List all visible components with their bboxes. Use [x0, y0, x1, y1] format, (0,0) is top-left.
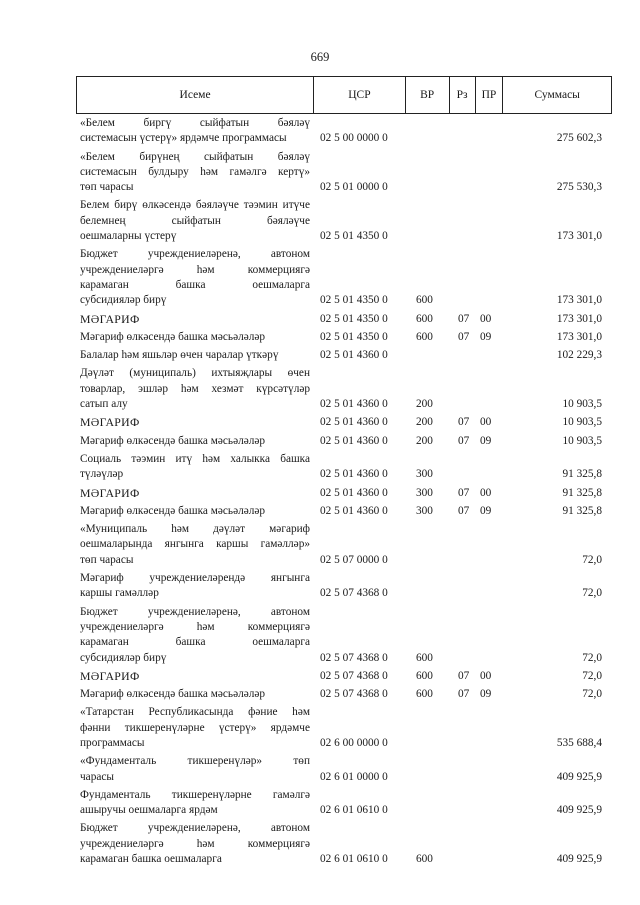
header-pr: ПР	[475, 77, 503, 113]
row-pr: 09	[480, 688, 492, 701]
header-vr: ВР	[405, 77, 449, 113]
table-row	[80, 198, 610, 244]
table-row	[80, 754, 610, 785]
row-name-line: МӘГАРИФ	[80, 311, 140, 326]
row-name-line: Бюджет учреждениеләренә, автоном	[80, 605, 310, 618]
row-rz: 07	[458, 486, 470, 499]
row-sum: 173 301,0	[556, 312, 602, 325]
row-name-line: учреждениеләргә һәм коммерциягә	[80, 620, 310, 633]
row-name-line: Мәгариф учреждениеләрендә янгынга	[80, 572, 310, 585]
row-sum: 72,0	[582, 688, 602, 701]
row-rz: 07	[458, 504, 470, 517]
row-name-line: Белем бирү өлкәсендә бәяләүче тәэмин итүче	[80, 199, 310, 212]
row-vr: 600	[416, 651, 433, 664]
row-name	[80, 415, 310, 430]
table-row	[80, 452, 610, 483]
header-rz: Рз	[449, 77, 475, 113]
row-name-line: товарлар, эшләр һәм хезмәт күрсәтүләр	[80, 382, 310, 395]
row-pr: 00	[480, 486, 492, 499]
row-name-line: Мәгариф өлкәсендә башка мәсьәләләр	[80, 688, 266, 701]
table-row	[80, 150, 610, 196]
row-name-line: «Фундаменталь тикшеренүләр» төп	[80, 755, 310, 768]
row-sum: 409 925,9	[556, 770, 602, 783]
row-sum: 173 301,0	[556, 294, 602, 307]
table-row	[80, 705, 610, 751]
row-csr: 02 5 00 0000 0	[320, 132, 388, 145]
row-name	[80, 605, 310, 666]
header-csr: ЦСР	[313, 77, 405, 113]
row-name-line: системасын булдыру һәм гамәлгә кертү»	[80, 165, 310, 178]
row-pr: 00	[480, 312, 492, 325]
row-sum: 91 325,8	[562, 504, 602, 517]
row-name-line: оешмаларны үстерү	[80, 230, 177, 243]
row-vr: 200	[416, 416, 433, 429]
row-name-line: МӘГАРИФ	[80, 485, 140, 500]
row-name-line: Социаль тәэмин итү һәм халыкка башка	[80, 452, 310, 465]
row-name-line: Балалар һәм яшьләр өчен чаралар үткәрү	[80, 349, 279, 362]
row-name-line: ашыручы оешмаларга ярдәм	[80, 804, 218, 817]
row-csr: 02 5 07 4368 0	[320, 688, 388, 701]
row-name-line: «Муниципаль һәм дәүләт мәгариф	[80, 523, 310, 536]
table-row	[80, 669, 610, 684]
row-name	[80, 312, 310, 327]
row-csr: 02 5 07 4368 0	[320, 669, 388, 682]
row-name-line: төп чарасы	[80, 181, 134, 194]
row-name-line: түләүләр	[80, 468, 124, 481]
row-sum: 72,0	[582, 669, 602, 682]
row-name-line: Мәгариф өлкәсендә башка мәсьәләләр	[80, 434, 266, 447]
row-name	[80, 705, 310, 751]
table-body	[80, 116, 610, 870]
row-name-line: «Белем биргү сыйфатын бәяләү	[80, 117, 310, 129]
row-vr: 600	[416, 312, 433, 325]
row-name	[80, 434, 310, 449]
table-row	[80, 330, 610, 345]
row-name-line: оешмаларында янгынга каршы гамәлләр»	[80, 538, 310, 551]
row-name-line: Дәүләт (муниципаль) ихтыяҗлары өчен	[80, 367, 310, 380]
row-csr: 02 6 01 0610 0	[320, 853, 388, 866]
row-name-line: Мәгариф өлкәсендә башка мәсьәләләр	[80, 330, 266, 343]
row-pr: 00	[480, 416, 492, 429]
table-row	[80, 415, 610, 430]
row-sum: 10 903,5	[562, 398, 602, 411]
row-name	[80, 788, 310, 819]
row-vr: 600	[416, 294, 433, 307]
row-vr: 600	[416, 669, 433, 682]
row-csr: 02 5 01 0000 0	[320, 181, 388, 194]
table-row	[80, 571, 610, 602]
row-name	[80, 247, 310, 308]
row-pr: 00	[480, 669, 492, 682]
row-name-line: МӘГАРИФ	[80, 415, 140, 430]
row-csr: 02 5 01 4350 0	[320, 312, 388, 325]
row-name-line: каршы гамәлләр	[80, 587, 159, 600]
row-sum: 102 229,3	[556, 349, 602, 362]
row-csr: 02 5 01 4360 0	[320, 468, 388, 481]
table-row	[80, 687, 610, 702]
table-row	[80, 348, 610, 363]
row-csr: 02 6 00 0000 0	[320, 736, 388, 749]
row-name-line: «Татарстан Республикасында фәние һәм	[80, 706, 310, 719]
row-pr: 09	[480, 434, 492, 447]
row-rz: 07	[458, 688, 470, 701]
row-name-line: субсидияләр бирү	[80, 294, 167, 307]
row-name	[80, 366, 310, 412]
row-name-line: программасы	[80, 736, 145, 749]
row-vr: 300	[416, 486, 433, 499]
row-name	[80, 198, 310, 244]
row-name-line: «Белем бирүнең сыйфатын бәяләү	[80, 150, 310, 163]
row-sum: 275 530,3	[556, 181, 602, 194]
row-sum: 91 325,8	[562, 468, 602, 481]
row-name	[80, 687, 310, 702]
row-vr: 600	[416, 330, 433, 343]
row-name-line: Фундаменталь тикшеренүләрне гамәлгә	[80, 788, 310, 801]
row-name-line: сатып алу	[80, 398, 128, 411]
row-rz: 07	[458, 312, 470, 325]
row-rz: 07	[458, 330, 470, 343]
table-row	[80, 366, 610, 412]
row-name	[80, 504, 310, 519]
table-row	[80, 522, 610, 568]
table-row	[80, 605, 610, 666]
table-row	[80, 788, 610, 819]
row-vr: 200	[416, 398, 433, 411]
row-vr: 600	[416, 853, 433, 866]
row-name-line: Бюджет учреждениеләренә, автоном	[80, 248, 310, 261]
row-sum: 275 602,3	[556, 132, 602, 145]
row-csr: 02 5 01 4360 0	[320, 398, 388, 411]
table-header	[76, 76, 612, 114]
row-name-line: субсидияләр бирү	[80, 651, 167, 664]
row-name-line: карамаган башка оешмаларга	[80, 278, 310, 291]
row-csr: 02 5 01 4350 0	[320, 330, 388, 343]
row-sum: 72,0	[582, 587, 602, 600]
row-csr: 02 5 07 4368 0	[320, 587, 388, 600]
row-csr: 02 5 01 4360 0	[320, 486, 388, 499]
row-name	[80, 330, 310, 345]
row-sum: 173 301,0	[556, 230, 602, 243]
row-name-line: Мәгариф өлкәсендә башка мәсьәләләр	[80, 504, 266, 517]
row-name	[80, 821, 310, 867]
row-sum: 10 903,5	[562, 434, 602, 447]
row-sum: 409 925,9	[556, 853, 602, 866]
row-csr: 02 5 01 4360 0	[320, 416, 388, 429]
table-row	[80, 116, 610, 147]
row-name-line: системасын үстерү» ярдәмче программасы	[80, 132, 287, 145]
row-sum: 72,0	[582, 651, 602, 664]
row-sum: 409 925,9	[556, 804, 602, 817]
row-name	[80, 116, 310, 147]
row-name-line: төп чарасы	[80, 553, 134, 566]
row-pr: 09	[480, 504, 492, 517]
row-csr: 02 6 01 0000 0	[320, 770, 388, 783]
row-csr: 02 6 01 0610 0	[320, 804, 388, 817]
row-name	[80, 150, 310, 196]
row-sum: 10 903,5	[562, 416, 602, 429]
row-name	[80, 571, 310, 602]
row-vr: 600	[416, 688, 433, 701]
row-sum: 72,0	[582, 553, 602, 566]
row-name	[80, 348, 310, 363]
row-name-line: учреждениеләргә һәм коммерциягә	[80, 837, 310, 850]
row-name-line: фәнни тикшеренүләрне үстерү» ярдәмче	[80, 721, 310, 734]
row-name-line: белемнең сыйфатын бәяләүче	[80, 214, 310, 227]
row-name	[80, 754, 310, 785]
row-name-line: чарасы	[80, 770, 114, 783]
row-sum: 173 301,0	[556, 330, 602, 343]
row-sum: 91 325,8	[562, 486, 602, 499]
row-csr: 02 5 07 4368 0	[320, 651, 388, 664]
page-number: 669	[310, 50, 330, 64]
table-row	[80, 821, 610, 867]
row-pr: 09	[480, 330, 492, 343]
row-csr: 02 5 01 4350 0	[320, 230, 388, 243]
header-name: Исеме	[179, 89, 211, 101]
table-row	[80, 312, 610, 327]
table-row	[80, 486, 610, 501]
table-row	[80, 247, 610, 308]
row-rz: 07	[458, 669, 470, 682]
row-csr: 02 5 01 4360 0	[320, 504, 388, 517]
row-csr: 02 5 01 4350 0	[320, 294, 388, 307]
row-name-line: карамаган башка оешмаларга	[80, 636, 310, 649]
row-csr: 02 5 01 4360 0	[320, 349, 388, 362]
row-name-line: карамаган башка оешмаларга	[80, 853, 222, 866]
table-row	[80, 434, 610, 449]
row-csr: 02 5 01 4360 0	[320, 434, 388, 447]
row-vr: 300	[416, 468, 433, 481]
row-csr: 02 5 07 0000 0	[320, 553, 388, 566]
row-vr: 300	[416, 504, 433, 517]
row-name	[80, 486, 310, 501]
row-name	[80, 522, 310, 568]
row-sum: 535 688,4	[556, 736, 602, 749]
row-name-line: учреждениеләргә һәм коммерциягә	[80, 263, 310, 276]
row-name	[80, 452, 310, 483]
row-rz: 07	[458, 416, 470, 429]
row-name-line: МӘГАРИФ	[80, 668, 140, 683]
table-row	[80, 504, 610, 519]
row-rz: 07	[458, 434, 470, 447]
row-name-line: Бюджет учреждениеләренә, автоном	[80, 822, 310, 835]
row-vr: 200	[416, 434, 433, 447]
row-name	[80, 669, 310, 684]
header-sum: Суммасы	[502, 77, 611, 113]
